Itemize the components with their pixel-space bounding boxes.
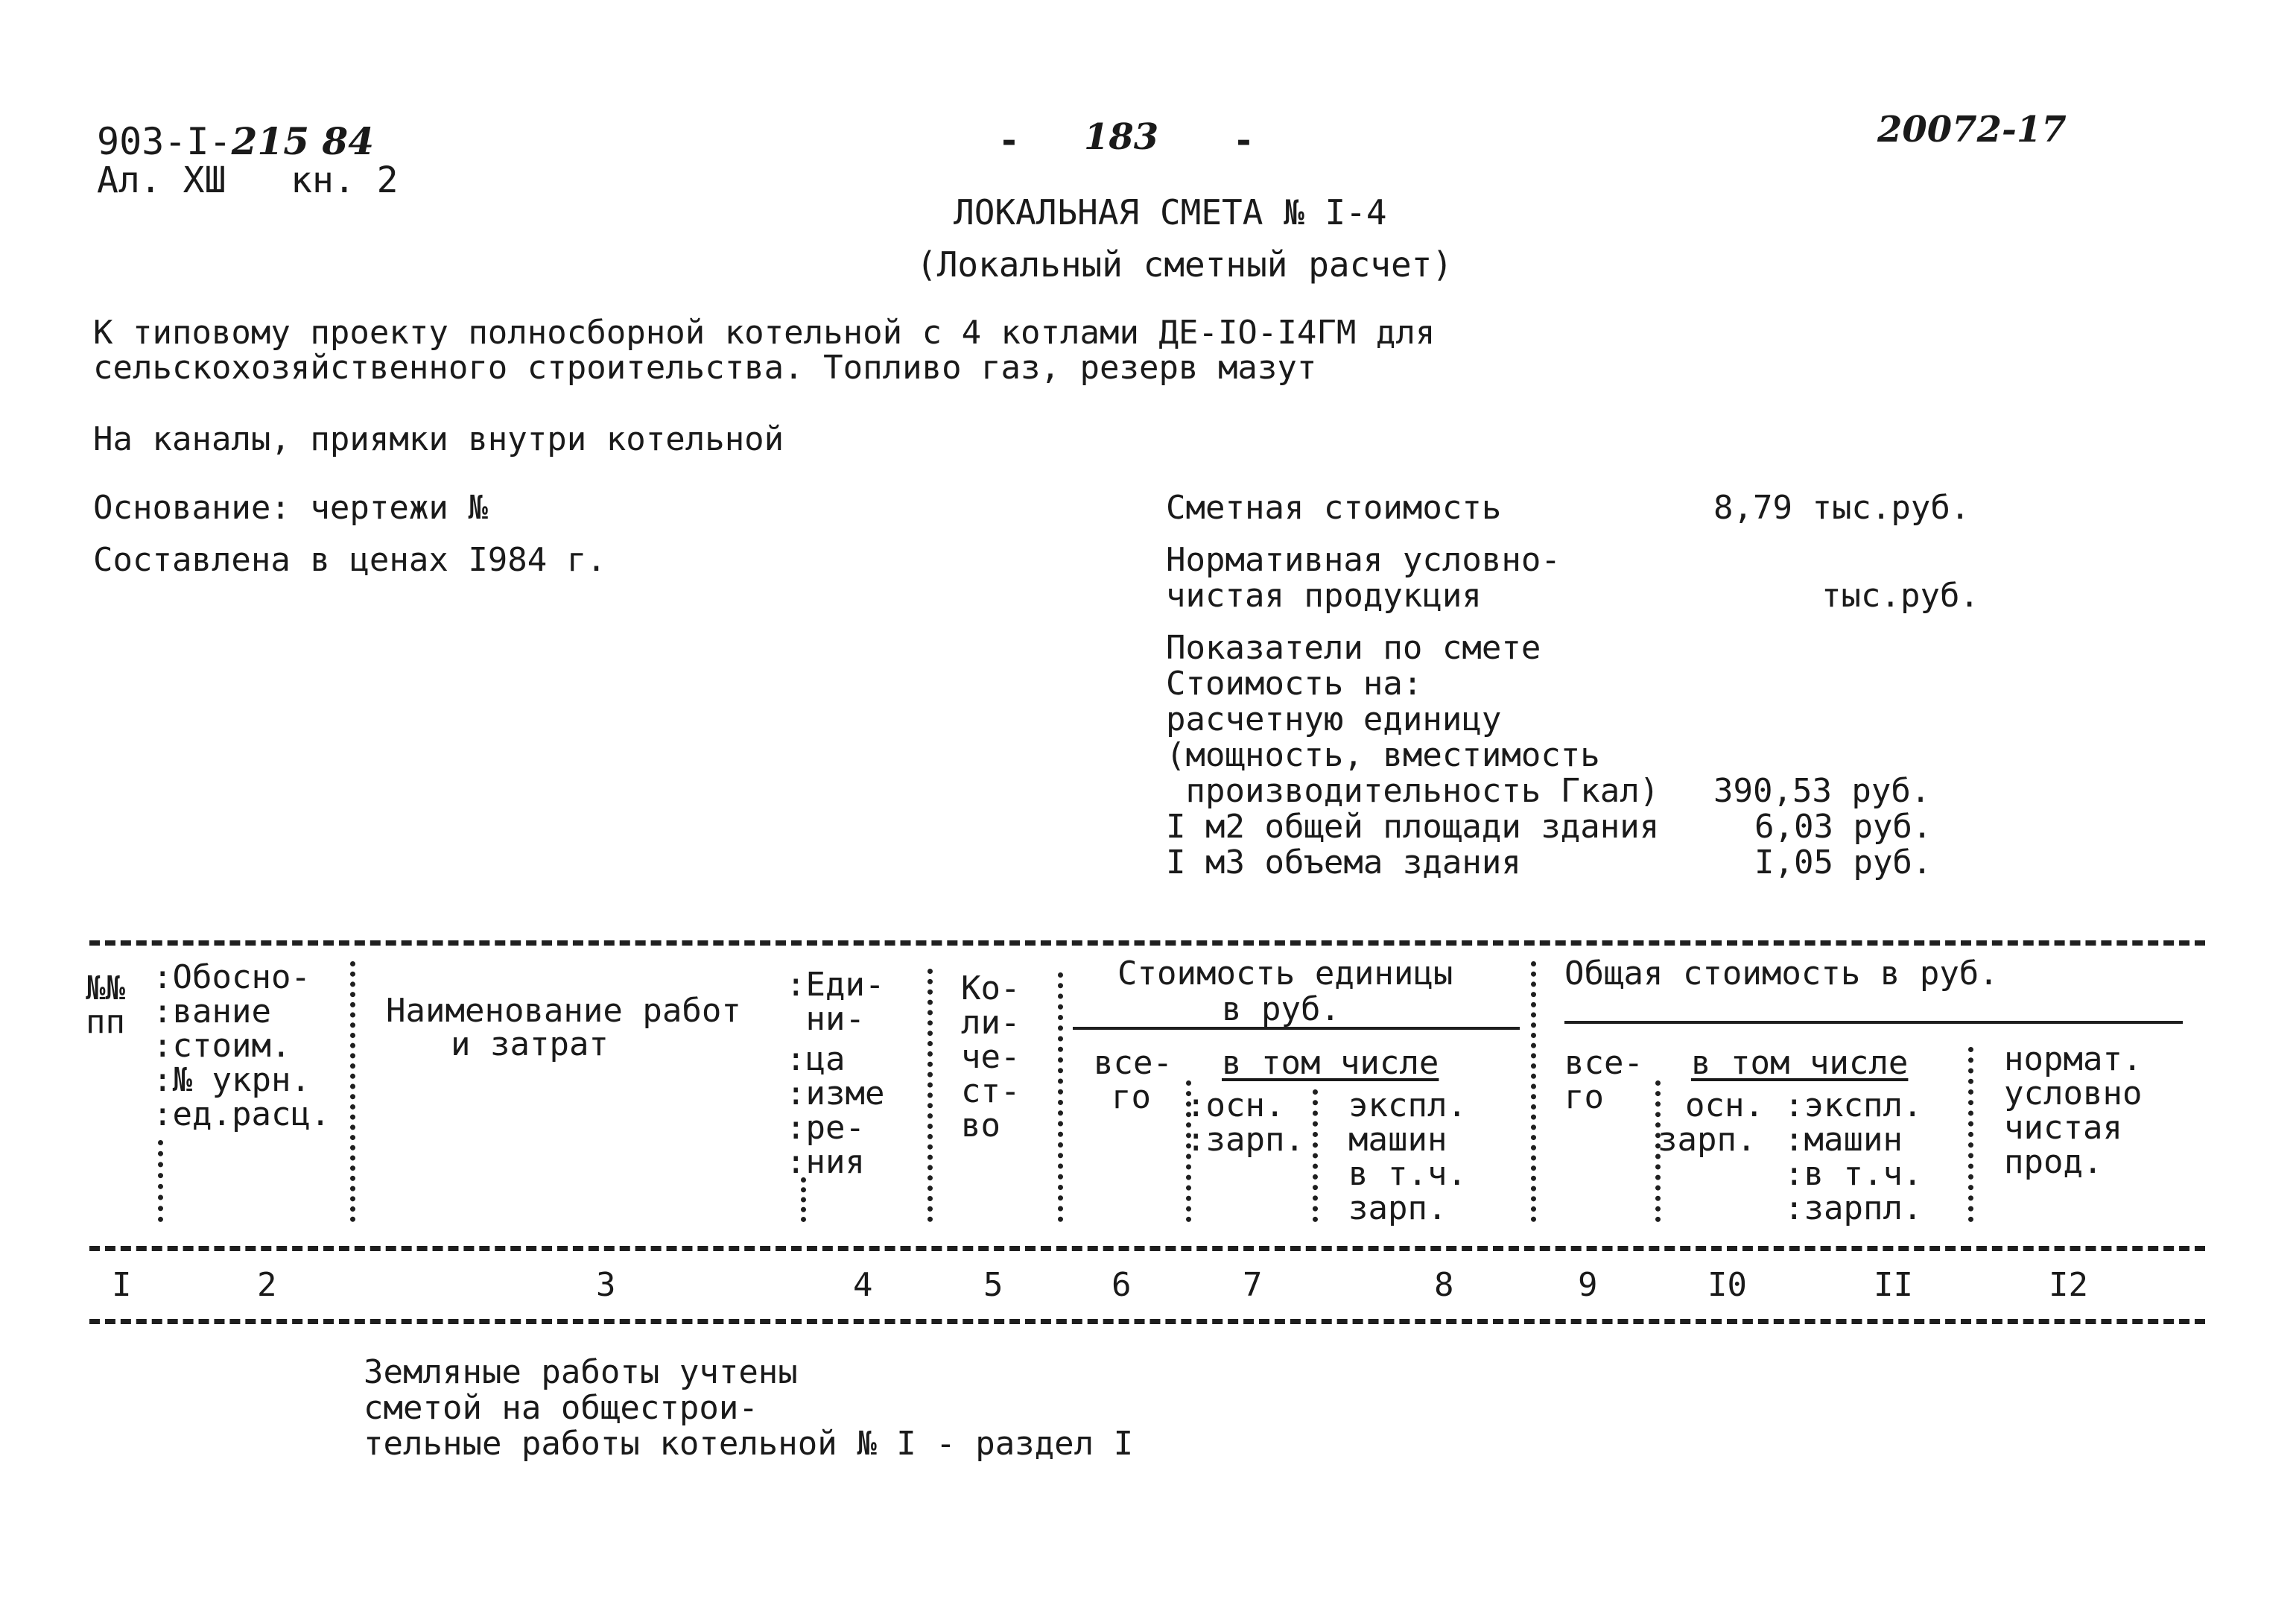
object-description: На каналы, приямки внутри котельной xyxy=(93,420,784,458)
indicators-heading: Показатели по смете xyxy=(1166,629,1541,667)
col-5-right-separator xyxy=(1058,972,1063,1222)
unit-cost-header: Стоимость единицы xyxy=(1117,955,1453,993)
column-number-4: 4 xyxy=(853,1266,873,1304)
estimate-title: ЛОКАЛЬНАЯ СМЕТА № I-4 xyxy=(954,192,1387,232)
estimate-subtitle: (Локальный сметный расчет) xyxy=(916,244,1453,285)
column-number-12: I2 xyxy=(2049,1266,2088,1304)
column-number-1: I xyxy=(112,1266,132,1304)
estimated-cost-value: 8,79 тыс.руб. xyxy=(1713,489,1970,527)
table-top-rule xyxy=(89,940,2205,946)
price-level: Составлена в ценах I984 г. xyxy=(93,541,606,579)
col-2-right-separator xyxy=(350,961,355,1222)
sheet-code: 20072-17 xyxy=(1877,109,2067,151)
total-incl-header: в том числе xyxy=(1691,1044,1909,1082)
page-number: 183 xyxy=(1084,116,1159,158)
indicators-volume-value: I,05 руб. xyxy=(1754,844,1932,882)
col-2-left-separator xyxy=(158,1140,163,1222)
column-number-8: 8 xyxy=(1434,1266,1454,1304)
page-dash-left: - xyxy=(998,120,1020,162)
indicators-capacity: (мощность, вместимость xyxy=(1166,736,1600,774)
project-line-1: К типовому проекту полносборной котельной с 4 котлами ДЕ-IO-I4ГМ для xyxy=(93,314,1436,352)
indicators-area-value: 6,03 руб. xyxy=(1754,808,1932,846)
column-number-3: 3 xyxy=(596,1266,616,1304)
table-bottom-rule xyxy=(89,1319,2205,1324)
col-8-right-separator xyxy=(1531,961,1536,1222)
project-line-2: сельскохозяйственного строительства. Топливо газ, резерв мазут xyxy=(93,349,1317,387)
table-header-bottom-rule xyxy=(89,1246,2205,1251)
total-cost-header: Общая стоимость в руб. xyxy=(1564,955,1999,993)
column-number-11: II xyxy=(1874,1266,1913,1304)
unit-cost-currency: в руб. xyxy=(1222,990,1340,1028)
doc-code: 903-I-215 84 xyxy=(97,119,374,163)
estimated-cost-label: Сметная стоимость xyxy=(1166,489,1502,527)
note-line-2: сметой на общестрои- xyxy=(364,1389,758,1427)
indicators-productivity-value: 390,53 руб. xyxy=(1713,772,1931,810)
column-number-5: 5 xyxy=(983,1266,1003,1304)
album-label: Ал. ХШ кн. 2 xyxy=(97,159,399,201)
indicators-productivity: производительность Гкал) xyxy=(1166,772,1660,810)
normative-label-2: чистая продукция xyxy=(1166,577,1482,615)
normative-label-1: Нормативная условно- xyxy=(1166,541,1561,579)
column-number-10: I0 xyxy=(1707,1266,1747,1304)
normative-value: тыс.руб. xyxy=(1821,577,1979,615)
col-4-left-separator xyxy=(801,1177,806,1222)
column-number-9: 9 xyxy=(1578,1266,1598,1304)
column-number-6: 6 xyxy=(1111,1266,1132,1304)
doc-code-handwritten: 215 84 xyxy=(231,119,374,163)
col-11-right-separator xyxy=(1968,1047,1973,1222)
indicators-cost-on: Стоимость на: xyxy=(1166,665,1423,703)
col-7-right-separator xyxy=(1313,1089,1318,1222)
column-number-2: 2 xyxy=(257,1266,277,1304)
total-cost-rule xyxy=(1564,1021,2183,1024)
page-dash-right: - xyxy=(1233,120,1255,162)
indicators-volume: I м3 объема здания xyxy=(1166,844,1521,882)
unit-cost-rule xyxy=(1073,1027,1520,1030)
unit-incl-header: в том числе xyxy=(1222,1044,1439,1082)
indicators-area: I м2 общей площади здания xyxy=(1166,808,1660,846)
col-4-right-separator xyxy=(927,969,933,1222)
note-line-3: тельные работы котельной № I - раздел I xyxy=(364,1425,1134,1463)
indicators-unit: расчетную единицу xyxy=(1166,700,1502,738)
note-line-1: Земляные работы учтены xyxy=(364,1353,798,1391)
basis-drawings: Основание: чертежи № xyxy=(93,489,488,527)
column-number-7: 7 xyxy=(1243,1266,1263,1304)
